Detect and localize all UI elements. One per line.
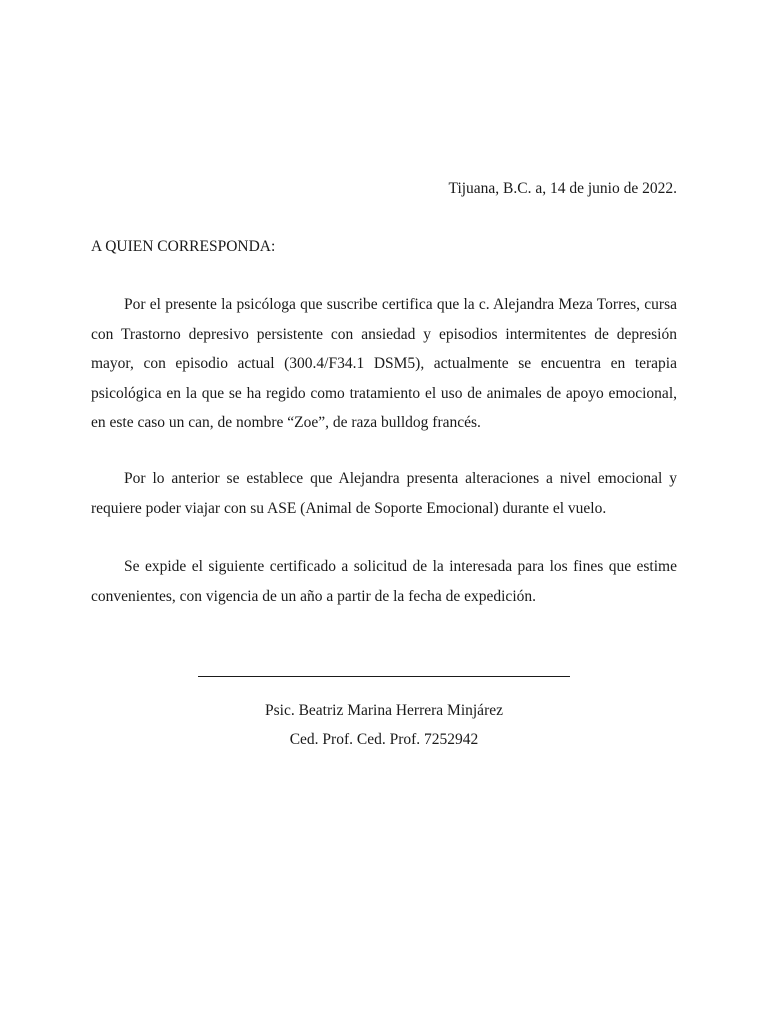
body-paragraph-travel-request: Por lo anterior se establece que Alejandra presenta alteraciones a nivel emocional y requiere poder viajar con su ASE (Animal de Soporte Emocional) durante el vuelo. xyxy=(91,470,677,517)
signatory-name: Psic. Beatriz Marina Herrera Minjárez xyxy=(265,702,503,719)
body-paragraph-diagnosis: Por el presente la psicóloga que suscribe certifica que la c. Alejandra Meza Torres, cursa con Trastorno depresivo persistente con ansiedad y episodios intermitentes de depresión mayor, con episodio actual (300.4/F34.1 DSM5), actualmente se encuentra en terapia psicológica en la que se ha regido como tratamiento el uso de animales de apoyo emocional, en este caso un can, de nombre “Zoe”, de raza bulldog francés. xyxy=(91,296,677,431)
date-line: Tijuana, B.C. a, 14 de junio de 2022. xyxy=(448,180,677,197)
signature-line xyxy=(198,676,570,677)
professional-license: Ced. Prof. Ced. Prof. 7252942 xyxy=(289,731,479,748)
body-paragraph-validity: Se expide el siguiente certificado a solicitud de la interesada para los fines que estime convenientes, con vigencia de un año a partir de la fecha de expedición. xyxy=(91,558,677,605)
salutation: A QUIEN CORRESPONDA: xyxy=(91,238,276,255)
